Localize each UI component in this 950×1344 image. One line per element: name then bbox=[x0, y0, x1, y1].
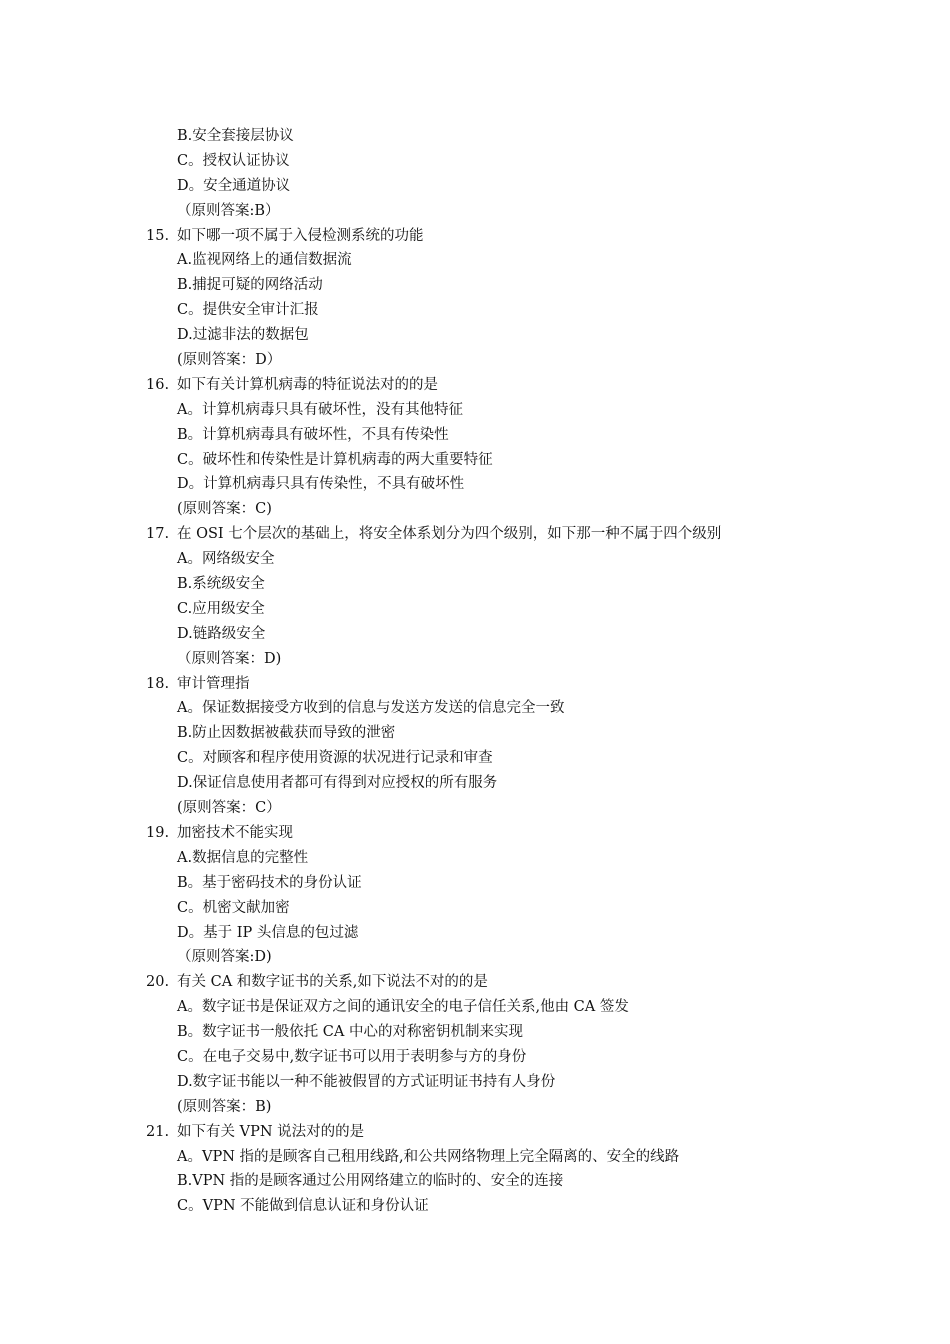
option-text: A.数据信息的完整性 bbox=[177, 849, 309, 866]
option-line bbox=[0, 1020, 950, 1045]
question-number: 17. bbox=[146, 526, 170, 543]
option-line bbox=[0, 472, 950, 497]
option-text: C。机密文献加密 bbox=[177, 899, 290, 916]
answer-line bbox=[0, 348, 950, 373]
question-number: 20. bbox=[146, 974, 170, 991]
option-text: C。在电子交易中,数字证书可以用于表明参与方的身份 bbox=[177, 1048, 527, 1065]
option-text: D。计算机病毒只具有传染性，不具有破坏性 bbox=[177, 476, 465, 493]
question-line bbox=[0, 1120, 950, 1145]
option-text: C。对顾客和程序使用资源的状况进行记录和审查 bbox=[177, 750, 493, 767]
option-text: C。VPN 不能做到信息认证和身份认证 bbox=[177, 1198, 429, 1215]
question-line bbox=[0, 672, 950, 697]
option-text: A。计算机病毒只具有破坏性，没有其他特征 bbox=[177, 401, 463, 418]
answer-line bbox=[0, 1095, 950, 1120]
answer-text: (原则答案：C） bbox=[177, 800, 281, 817]
option-text: B.VPN 指的是顾客通过公用网络建立的临时的、安全的连接 bbox=[177, 1173, 564, 1190]
option-text: B.防止因数据被截获而导致的泄密 bbox=[177, 725, 396, 742]
option-line bbox=[0, 398, 950, 423]
option-line bbox=[0, 746, 950, 771]
answer-text: (原则答案：B) bbox=[177, 1098, 272, 1115]
option-text: A。保证数据接受方收到的信息与发送方发送的信息完全一致 bbox=[177, 700, 565, 717]
option-text: A。网络级安全 bbox=[177, 551, 275, 568]
option-text: D。安全通道协议 bbox=[177, 177, 291, 194]
option-text: B。数字证书一般依托 CA 中心的对称密钥机制来实现 bbox=[177, 1024, 523, 1041]
option-line bbox=[0, 1145, 950, 1170]
document-page bbox=[0, 124, 950, 1219]
option-text: C。破坏性和传染性是计算机病毒的两大重要特征 bbox=[177, 451, 493, 468]
option-text: A.监视网络上的通信数据流 bbox=[177, 252, 352, 269]
option-line bbox=[0, 696, 950, 721]
option-line bbox=[0, 323, 950, 348]
option-text: B。计算机病毒具有破坏性，不具有传染性 bbox=[177, 426, 449, 443]
option-line bbox=[0, 448, 950, 473]
option-text: D.过滤非法的数据包 bbox=[177, 327, 309, 344]
question-text: 在 OSI 七个层次的基础上，将安全体系划分为四个级别，如下那一种不属于四个级别 bbox=[177, 526, 722, 543]
option-line bbox=[0, 597, 950, 622]
answer-text: （原则答案:B） bbox=[177, 202, 280, 219]
answer-text: （原则答案:D) bbox=[177, 949, 272, 966]
question-line bbox=[0, 224, 950, 249]
option-text: C.应用级安全 bbox=[177, 600, 265, 617]
option-line bbox=[0, 896, 950, 921]
option-line bbox=[0, 248, 950, 273]
option-line bbox=[0, 871, 950, 896]
answer-text: (原则答案：C) bbox=[177, 501, 272, 518]
question-number: 16. bbox=[146, 376, 170, 393]
answer-line bbox=[0, 497, 950, 522]
question-text: 如下有关计算机病毒的特征说法对的的是 bbox=[177, 376, 438, 393]
option-text: C。授权认证协议 bbox=[177, 152, 290, 169]
option-text: C。提供安全审计汇报 bbox=[177, 302, 319, 319]
option-text: B.系统级安全 bbox=[177, 576, 265, 593]
option-line bbox=[0, 1194, 950, 1219]
answer-text: (原则答案：D） bbox=[177, 352, 282, 369]
question-line bbox=[0, 373, 950, 398]
option-line bbox=[0, 547, 950, 572]
question-text: 有关 CA 和数字证书的关系,如下说法不对的的是 bbox=[177, 974, 488, 991]
answer-line bbox=[0, 647, 950, 672]
question-text: 审计管理指 bbox=[177, 675, 250, 692]
question-number: 18. bbox=[146, 675, 170, 692]
option-line bbox=[0, 622, 950, 647]
answer-line bbox=[0, 199, 950, 224]
question-text: 加密技术不能实现 bbox=[177, 824, 293, 841]
option-line bbox=[0, 1169, 950, 1194]
option-text: B。基于密码技术的身份认证 bbox=[177, 874, 362, 891]
option-line bbox=[0, 995, 950, 1020]
option-line bbox=[0, 174, 950, 199]
option-line bbox=[0, 298, 950, 323]
question-line bbox=[0, 522, 950, 547]
answer-text: （原则答案：D) bbox=[177, 650, 282, 667]
option-line bbox=[0, 572, 950, 597]
option-text: A。VPN 指的是顾客自己租用线路,和公共网络物理上完全隔离的、安全的线路 bbox=[177, 1148, 680, 1165]
question-number: 19. bbox=[146, 824, 170, 841]
option-line bbox=[0, 921, 950, 946]
option-line bbox=[0, 1070, 950, 1095]
question-number: 21. bbox=[146, 1123, 170, 1140]
option-line bbox=[0, 423, 950, 448]
option-text: B.捕捉可疑的网络活动 bbox=[177, 277, 323, 294]
option-line bbox=[0, 846, 950, 871]
option-text: B.安全套接层协议 bbox=[177, 128, 294, 144]
option-line bbox=[0, 273, 950, 298]
option-line bbox=[0, 1045, 950, 1070]
option-text: D.保证信息使用者都可有得到对应授权的所有服务 bbox=[177, 775, 498, 792]
option-line bbox=[0, 721, 950, 746]
option-line bbox=[0, 124, 950, 149]
question-text: 如下哪一项不属于入侵检测系统的功能 bbox=[177, 227, 424, 244]
option-text: D。基于 IP 头信息的包过滤 bbox=[177, 924, 359, 941]
question-line bbox=[0, 970, 950, 995]
question-text: 如下有关 VPN 说法对的的是 bbox=[177, 1123, 365, 1140]
question-line bbox=[0, 821, 950, 846]
question-number: 15. bbox=[146, 227, 170, 244]
option-text: D.数字证书能以一种不能被假冒的方式证明证书持有人身份 bbox=[177, 1073, 556, 1090]
option-text: A。数字证书是保证双方之间的通讯安全的电子信任关系,他由 CA 签发 bbox=[177, 999, 629, 1016]
answer-line bbox=[0, 945, 950, 970]
option-line bbox=[0, 771, 950, 796]
answer-line bbox=[0, 796, 950, 821]
option-line bbox=[0, 149, 950, 174]
option-text: D.链路级安全 bbox=[177, 625, 266, 642]
